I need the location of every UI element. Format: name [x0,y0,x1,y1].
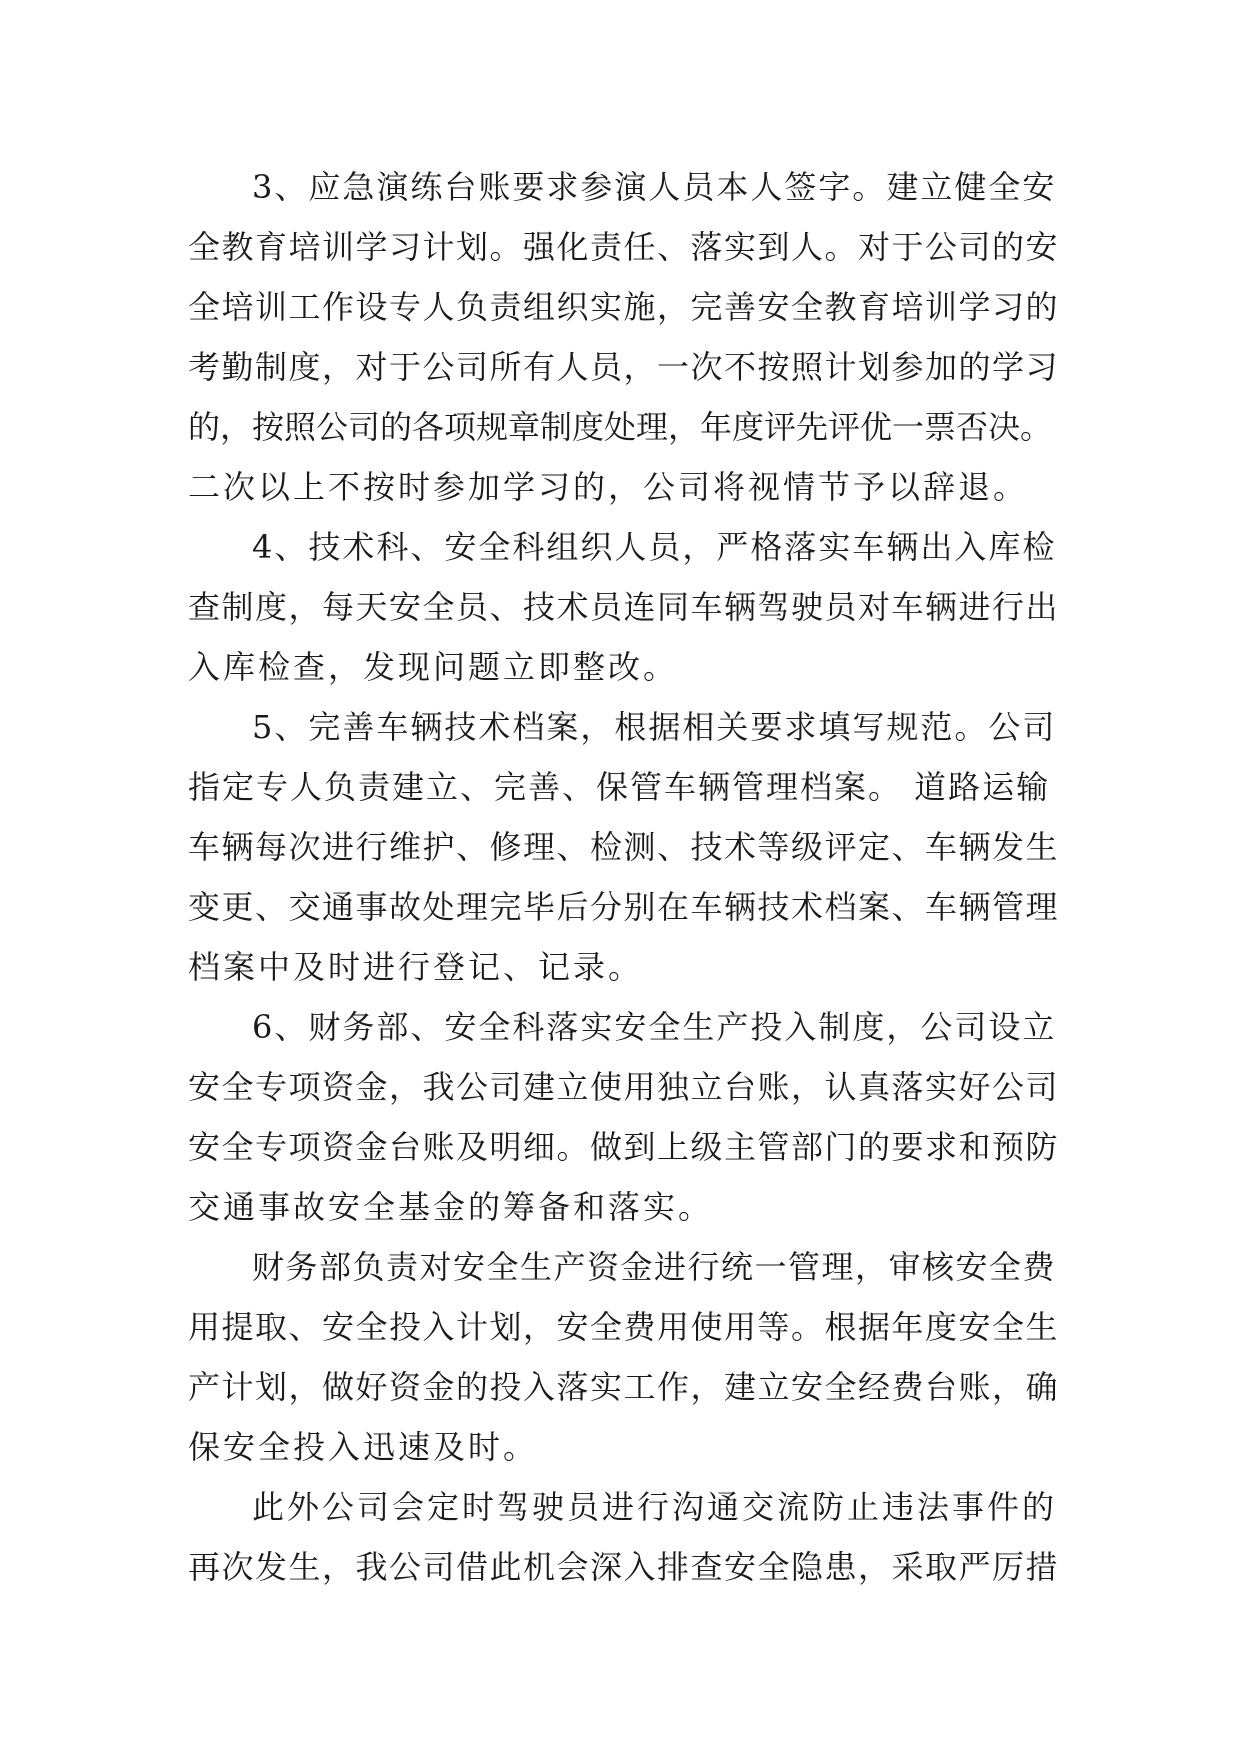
text-line: 安全专项资金，我公司建立使用独立台账，认真落实好公司 [188,1068,1060,1106]
text-line: 考勤制度，对于公司所有人员，一次不按照计划参加的学习 [188,348,1060,386]
text-line: 车辆每次进行维护、修理、检测、技术等级评定、车辆发生 [188,828,1060,866]
text-line: 档案中及时进行登记、记录。 [188,948,644,986]
text-line: 再次发生，我公司借此机会深入排查安全隐患，采取严厉措 [188,1548,1060,1586]
text-line: 财务部负责对安全生产资金进行统一管理，审核安全费 [252,1248,1057,1286]
text-line: 4、技术科、安全科组织人员，严格落实车辆出入库检 [252,528,1057,566]
body-text [188,157,1058,1597]
text-line: 入库检查，发现问题立即整改。 [188,648,679,686]
text-line: 指定专人负责建立、完善、保管车辆管理档案。 道路运输 [188,768,1051,806]
text-line: 交通事故安全基金的筹备和落实。 [188,1188,714,1226]
text-line: 此外公司会定时驾驶员进行沟通交流防止违法事件的 [252,1488,1058,1526]
text-line: 6、财务部、安全科落实安全生产投入制度，公司设立 [252,1008,1057,1046]
text-line: 全培训工作设专人负责组织实施，完善安全教育培训学习的 [188,288,1060,326]
text-line: 查制度，每天安全员、技术员连同车辆驾驶员对车辆进行出 [188,588,1060,626]
text-line: 全教育培训学习计划。强化责任、落实到人。对于公司的安 [188,228,1060,266]
text-line: 安全专项资金台账及明细。做到上级主管部门的要求和预防 [188,1128,1060,1166]
text-line: 3、应急演练台账要求参演人员本人签字。建立健全安 [252,168,1057,206]
text-line: 5、完善车辆技术档案，根据相关要求填写规范。公司 [252,708,1057,746]
text-line: 二次以上不按时参加学习的，公司将视情节予以辞退。 [188,468,1029,506]
text-line: 变更、交通事故处理完毕后分别在车辆技术档案、车辆管理 [188,888,1060,926]
text-line: 的，按照公司的各项规章制度处理，年度评先评优一票否决。 [188,408,1053,446]
text-line: 保安全投入迅速及时。 [188,1428,539,1466]
text-line: 用提取、安全投入计划，安全费用使用等。根据年度安全生 [188,1308,1060,1346]
text-line: 产计划，做好资金的投入落实工作，建立安全经费台账，确 [188,1368,1060,1406]
